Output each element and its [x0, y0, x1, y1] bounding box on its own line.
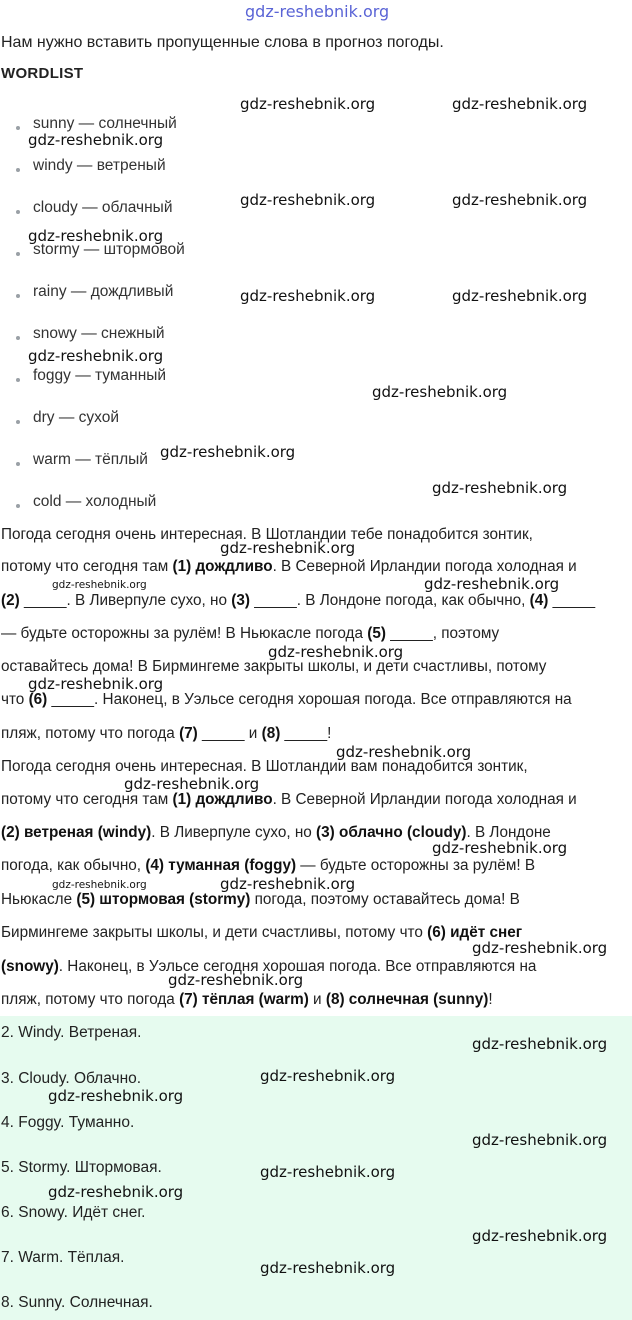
answer-line: [1, 924, 522, 942]
text-span: . В Лондоне: [466, 824, 551, 841]
watermark: gdz-reshebnik.org: [52, 879, 147, 891]
bold-span: (7) тёплая (warm): [179, 991, 309, 1008]
text-span: потому что сегодня там: [1, 791, 173, 808]
watermark: gdz-reshebnik.org: [472, 1227, 608, 1245]
watermark: gdz-reshebnik.org: [48, 1087, 184, 1105]
list-item: windy — ветреный: [33, 157, 166, 174]
watermark: gdz-reshebnik.org: [260, 1259, 396, 1277]
watermark: gdz-reshebnik.org: [168, 971, 304, 989]
text-span: погода, поэтому оставайтесь дома! В: [250, 891, 520, 908]
watermark: gdz-reshebnik.org: [472, 1131, 608, 1149]
watermark: gdz-reshebnik.org: [336, 743, 472, 761]
watermark: gdz-reshebnik.org: [220, 875, 356, 893]
watermark: gdz-reshebnik.org: [28, 131, 164, 149]
task-line: оставайтесь дома! В Бирмингеме закрыты школы, и дети счастливы, потому: [1, 658, 547, 675]
text-span: и: [308, 991, 326, 1008]
answer-item: 3. Cloudy. Облачно.: [1, 1070, 142, 1087]
text-span: _____, поэтому: [385, 625, 500, 642]
task-line: Погода сегодня очень интересная. В Шотландии тебе понадобится зонтик,: [1, 526, 533, 543]
watermark: gdz-reshebnik.org: [432, 479, 568, 497]
watermark: gdz-reshebnik.org: [372, 383, 508, 401]
watermark: gdz-reshebnik.org: [28, 227, 164, 245]
bullet-icon: [16, 168, 20, 172]
task-line: [1, 592, 595, 610]
task-line: [1, 691, 572, 709]
bold-span: (6): [28, 691, 48, 708]
list-item: stormy — штормовой: [33, 241, 185, 258]
bullet-icon: [16, 294, 20, 298]
site-header-link[interactable]: gdz-reshebnik.org: [245, 2, 390, 21]
list-item: cold — холодный: [33, 493, 157, 510]
answer-item: 8. Sunny. Солнечная.: [1, 1294, 153, 1311]
watermark: gdz-reshebnik.org: [452, 95, 588, 113]
watermark: gdz-reshebnik.org: [472, 939, 608, 957]
text-span: погода, как обычно,: [1, 857, 146, 874]
watermark: gdz-reshebnik.org: [160, 443, 296, 461]
bold-span: (2) ветреная (windy): [1, 824, 152, 841]
watermark: gdz-reshebnik.org: [452, 287, 588, 305]
text-span: потому что сегодня там: [1, 558, 173, 575]
bold-span: (5) штормовая (stormy): [76, 891, 251, 908]
text-span: _____. В Лондоне погода, как обычно,: [249, 592, 530, 609]
watermark: gdz-reshebnik.org: [48, 1183, 184, 1201]
answer-line: Погода сегодня очень интересная. В Шотландии вам понадобится зонтик,: [1, 758, 528, 775]
text-span: _____: [548, 592, 596, 609]
list-item: rainy — дождливый: [33, 283, 174, 300]
list-item: dry — сухой: [33, 409, 119, 426]
text-span: !: [488, 991, 493, 1008]
watermark: gdz-reshebnik.org: [432, 839, 568, 857]
list-item: foggy — туманный: [33, 367, 167, 384]
answer-item: 6. Snowy. Идёт снег.: [1, 1204, 146, 1221]
answer-line: [1, 857, 535, 875]
bold-span: (6) идёт снег: [427, 924, 523, 941]
watermark: gdz-reshebnik.org: [240, 287, 376, 305]
bold-span: (8): [261, 725, 281, 742]
watermark: gdz-reshebnik.org: [240, 95, 376, 113]
bold-span: (4) туманная (foggy): [145, 857, 297, 874]
bold-span: (3): [231, 592, 250, 609]
intro-text: Нам нужно вставить пропущенные слова в прогноз погоды.: [1, 34, 444, 51]
list-item: sunny — солнечный: [33, 115, 177, 132]
watermark: gdz-reshebnik.org: [472, 1035, 608, 1053]
text-span: — будьте осторожны за рулём! В: [296, 857, 536, 874]
bold-span: (1) дождливо: [172, 558, 273, 575]
watermark: gdz-reshebnik.org: [260, 1067, 396, 1085]
text-span: . В Северной Ирландии погода холодная и: [272, 791, 577, 808]
text-span: _____!: [280, 725, 332, 742]
bold-span: (7): [179, 725, 198, 742]
answer-line: [1, 991, 493, 1009]
wordlist-title: WORDLIST: [1, 65, 84, 82]
bullet-icon: [16, 378, 20, 382]
text-span: . В Северной Ирландии погода холодная и: [272, 558, 577, 575]
answer-item: 7. Warm. Тёплая.: [1, 1249, 125, 1266]
bold-span: (1) дождливо: [172, 791, 273, 808]
bold-span: (snowy): [1, 958, 59, 975]
bullet-icon: [16, 504, 20, 508]
task-line: [1, 625, 499, 643]
text-span: _____. В Ливерпуле сухо, но: [19, 592, 232, 609]
bold-span: (8) солнечная (sunny): [325, 991, 489, 1008]
watermark: gdz-reshebnik.org: [452, 191, 588, 209]
list-item: warm — тёплый: [33, 451, 148, 468]
answer-item: 5. Stormy. Штормовая.: [1, 1159, 162, 1176]
watermark: gdz-reshebnik.org: [28, 675, 164, 693]
bold-span: (3) облачно (cloudy): [316, 824, 467, 841]
bold-span: (2): [1, 592, 20, 609]
watermark: gdz-reshebnik.org: [268, 643, 404, 661]
watermark: gdz-reshebnik.org: [424, 575, 560, 593]
text-span: что: [1, 691, 29, 708]
watermark: gdz-reshebnik.org: [52, 579, 147, 591]
text-span: Бирмингеме закрыты школы, и дети счастливы, потому что: [1, 924, 428, 941]
task-line: [1, 558, 577, 576]
text-span: — будьте осторожны за рулём! В Ньюкасле погода: [1, 625, 368, 642]
bullet-icon: [16, 210, 20, 214]
watermark: gdz-reshebnik.org: [240, 191, 376, 209]
text-span: Ньюкасле: [1, 891, 77, 908]
list-item: snowy — снежный: [33, 325, 165, 342]
text-span: _____. Наконец, в Уэльсе сегодня хорошая погода. Все отправляются на: [47, 691, 572, 708]
bold-span: (5): [367, 625, 386, 642]
task-line: [1, 725, 331, 743]
text-span: пляж, потому что погода: [1, 725, 180, 742]
answer-line: [1, 791, 577, 809]
watermark: gdz-reshebnik.org: [124, 775, 260, 793]
bold-span: (4): [529, 592, 549, 609]
list-item: cloudy — облачный: [33, 199, 173, 216]
bullet-icon: [16, 462, 20, 466]
watermark: gdz-reshebnik.org: [28, 347, 164, 365]
bullet-icon: [16, 336, 20, 340]
text-span: пляж, потому что погода: [1, 991, 180, 1008]
answer-item: 4. Foggy. Туманно.: [1, 1114, 135, 1131]
text-span: . Наконец, в Уэльсе сегодня хорошая погода. Все отправляются на: [58, 958, 537, 975]
bullet-icon: [16, 420, 20, 424]
answer-line: [1, 891, 520, 909]
bullet-icon: [16, 252, 20, 256]
text-span: . В Ливерпуле сухо, но: [151, 824, 317, 841]
watermark: gdz-reshebnik.org: [220, 539, 356, 557]
answer-item: 2. Windy. Ветреная.: [1, 1024, 142, 1041]
watermark: gdz-reshebnik.org: [260, 1163, 396, 1181]
bullet-icon: [16, 126, 20, 130]
text-span: _____ и: [197, 725, 262, 742]
